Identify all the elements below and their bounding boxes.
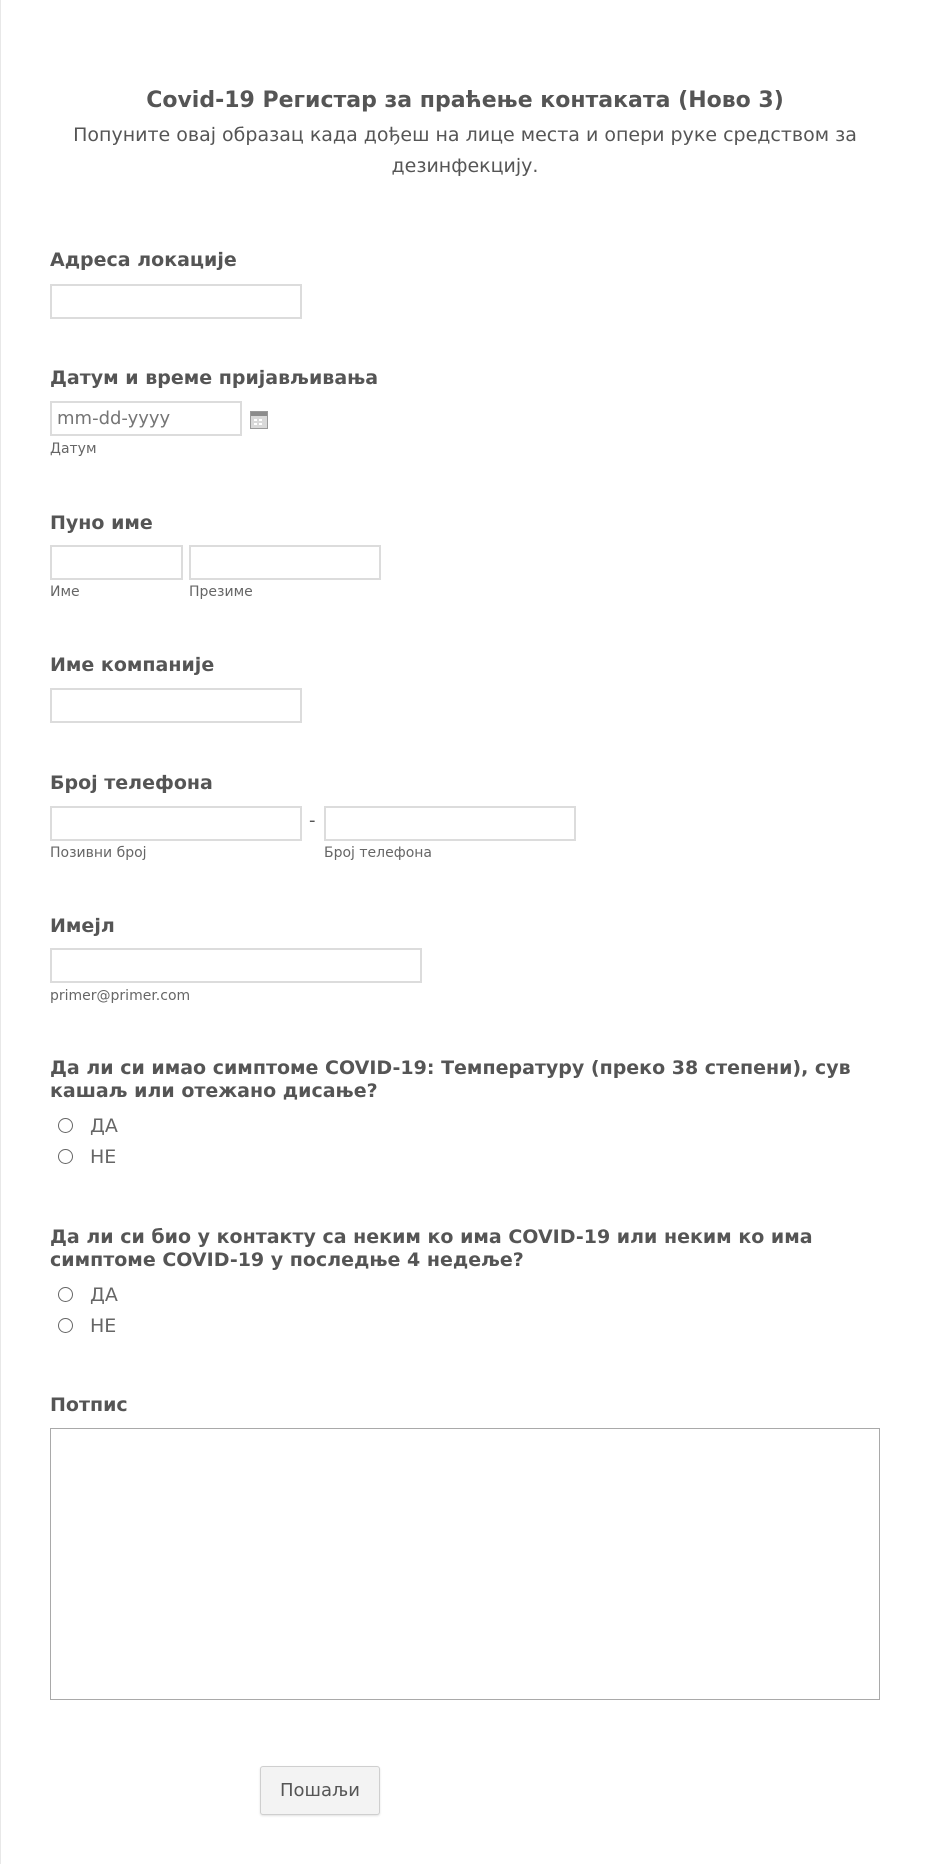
radio-button[interactable] bbox=[58, 1287, 73, 1302]
date-input[interactable] bbox=[50, 401, 242, 436]
submit-button[interactable]: Пошаљи bbox=[260, 1766, 380, 1815]
area-code-sublabel: Позивни број bbox=[50, 845, 147, 861]
email-input[interactable] bbox=[50, 948, 422, 983]
phone-label: Број телефона bbox=[50, 772, 213, 794]
radio-button[interactable] bbox=[58, 1149, 73, 1164]
radio-label: ДА bbox=[90, 1284, 118, 1306]
location-input[interactable] bbox=[50, 284, 302, 319]
form-title: Covid-19 Регистар за праћење контаката (Ново 3) bbox=[146, 88, 784, 113]
first-name-sublabel: Име bbox=[50, 584, 80, 600]
radio-button[interactable] bbox=[58, 1118, 73, 1133]
last-name-input[interactable] bbox=[189, 545, 381, 580]
contact-question: Да ли си био у контакту са неким ко има COVID-19 или неким ко има симптоме COVID-19 у последње 4 недеље? bbox=[50, 1226, 813, 1271]
radio-label: НЕ bbox=[90, 1146, 117, 1168]
phone-number-input[interactable] bbox=[324, 806, 576, 841]
location-label: Адреса локације bbox=[50, 249, 237, 271]
checkin-label: Датум и време пријављивања bbox=[50, 367, 379, 389]
date-sublabel: Датум bbox=[50, 441, 97, 457]
first-name-input[interactable] bbox=[50, 545, 183, 580]
last-name-sublabel: Презиме bbox=[189, 584, 253, 600]
area-code-input[interactable] bbox=[50, 806, 302, 841]
calendar-icon[interactable] bbox=[250, 411, 268, 429]
company-label: Име компаније bbox=[50, 654, 215, 676]
full-name-label: Пуно име bbox=[50, 512, 153, 534]
radio-button[interactable] bbox=[58, 1318, 73, 1333]
company-input[interactable] bbox=[50, 688, 302, 723]
page-edge bbox=[0, 0, 1, 1864]
form-subtitle: Попуните овај образац када дођеш на лице места и опери руке средством за дезинфекцију. bbox=[73, 124, 857, 177]
email-label: Имејл bbox=[50, 915, 115, 937]
symptoms-question: Да ли си имао симптоме COVID-19: Температуру (преко 38 степени), сув кашаљ или отежано дисање? bbox=[50, 1057, 851, 1102]
signature-pad[interactable] bbox=[50, 1428, 880, 1700]
signature-label: Потпис bbox=[50, 1394, 128, 1416]
radio-label: НЕ bbox=[90, 1315, 117, 1337]
phone-number-sublabel: Број телефона bbox=[324, 845, 432, 861]
email-sublabel: primer@primer.com bbox=[50, 988, 191, 1004]
radio-label: ДА bbox=[90, 1115, 118, 1137]
form-header bbox=[60, 86, 870, 182]
phone-separator: - bbox=[309, 810, 316, 831]
